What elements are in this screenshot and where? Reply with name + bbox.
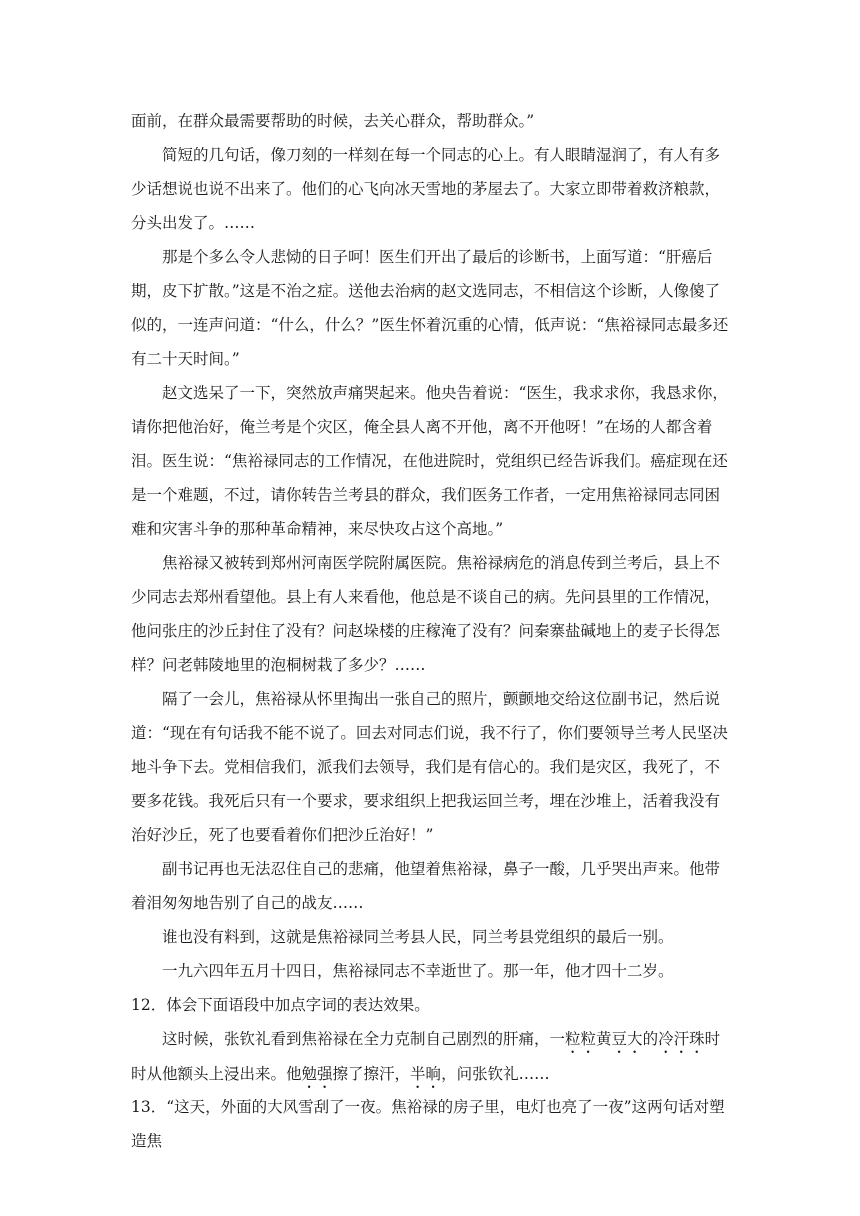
paragraph-2: 简短的几句话，像刀刻的一样刻在每一个同志的心上。有人眼睛湿润了，有人有多少话想说也说不出来了。他们的心飞向冰天雪地的茅屋去了。大家立即带着救济粮款，分头出发了。…… — [131, 146, 721, 232]
paragraph-5: 焦裕禄又被转到郑州河南医学院附属医院。焦裕禄病危的消息传到兰考后，县上不少同志去郑州看望他。县上有人来看他，他总是不谈自己的病。先问县里的工作情况，他问张庄的沙丘封住了没有？问赵垛楼的庄稼淹了没有？问秦寨盐碱地上的麦子长得怎样？问老韩陵地里的泡桐树栽了多少？…… — [131, 554, 721, 674]
question-12-title: 12．体会下面语段中加点字词的表达效果。 — [131, 996, 430, 1014]
paragraph-8: 谁也没有料到，这就是焦裕禄同兰考县人民，同兰考县党组织的最后一别。 — [162, 928, 674, 946]
dotted-word: 粒粒 — [565, 1030, 597, 1048]
paragraph-7: 副书记再也无法忍住自己的悲痛，他望着焦裕禄，鼻子一酸，几乎哭出声来。他带着泪匆匆地告别了自己的战友…… — [131, 860, 721, 912]
passage-text: 的 — [642, 1030, 659, 1048]
dotted-word: 豆大 — [611, 1030, 643, 1048]
question-12-passage — [131, 1022, 731, 1092]
dotted-word: 半晌 — [410, 1065, 442, 1083]
passage-text: 时时从他额头上浸出来。他 — [131, 1030, 721, 1083]
passage-text: 擦了擦汗， — [332, 1065, 411, 1083]
paragraph-1: 面前，在群众最需要帮助的时候，去关心群众，帮助群众。” — [131, 112, 535, 130]
paragraph-3: 那是个多么令人悲恸的日子呵！医生们开出了最后的诊断书，上面写道：“肝癌后期，皮下扩散。”这是不治之症。送他去治病的赵文选同志，不相信这个诊断，人像傻了似的，一连声问道：“什么，什么？”医生怀着沉重的心情，低声说：“焦裕禄同志最多还有二十天时间。” — [131, 248, 729, 368]
question-13-title: 13．“这天，外面的大风雪刮了一夜。焦裕禄的房子里，电灯也亮了一夜”这两句话对塑造焦 — [131, 1098, 725, 1150]
passage-text: ，问张钦礼…… — [441, 1065, 550, 1083]
paragraph-4: 赵文选呆了一下，突然放声痛哭起来。他央告着说：“医生，我求求你，我恳求你，请你把他治好，俺兰考是个灾区，俺全县人离不开他，离不开他呀！”在场的人都含着泪。医生说：“焦裕禄同志的工作情况，在他进院时，党组织已经告诉我们。癌症现在还是一个难题，不过，请你转告兰考县的群众，我们医务工作者，一定用焦裕禄同志同困难和灾害斗争的那种革命精神，来尽快攻占这个高地。” — [131, 384, 728, 538]
paragraph-9: 一九六四年五月十四日，焦裕禄同志不幸逝世了。那一年，他才四十二岁。 — [162, 962, 674, 980]
paragraph-6: 隔了一会儿，焦裕禄从怀里掏出一张自己的照片，颤颤地交给这位副书记，然后说道：“现在有句话我不能不说了。回去对同志们说，我不行了，你们要领导兰考人民坚决地斗争下去。党相信我们，派我们去领导，我们是有信心的。我们是灾区，我死了，不要多花钱。我死后只有一个要求，要求组织上把我运回兰考，埋在沙堆上，活着我没有治好沙丘，死了也要看着你们把沙丘治好！” — [131, 690, 728, 844]
passage-text: 黄 — [596, 1030, 612, 1048]
passage-text: 这时候，张钦礼看到焦裕禄在全力克制自己剧烈的肝痛，一 — [162, 1030, 566, 1048]
dotted-word: 勉强 — [301, 1065, 333, 1083]
dotted-word: 冷汗珠 — [658, 1030, 705, 1048]
